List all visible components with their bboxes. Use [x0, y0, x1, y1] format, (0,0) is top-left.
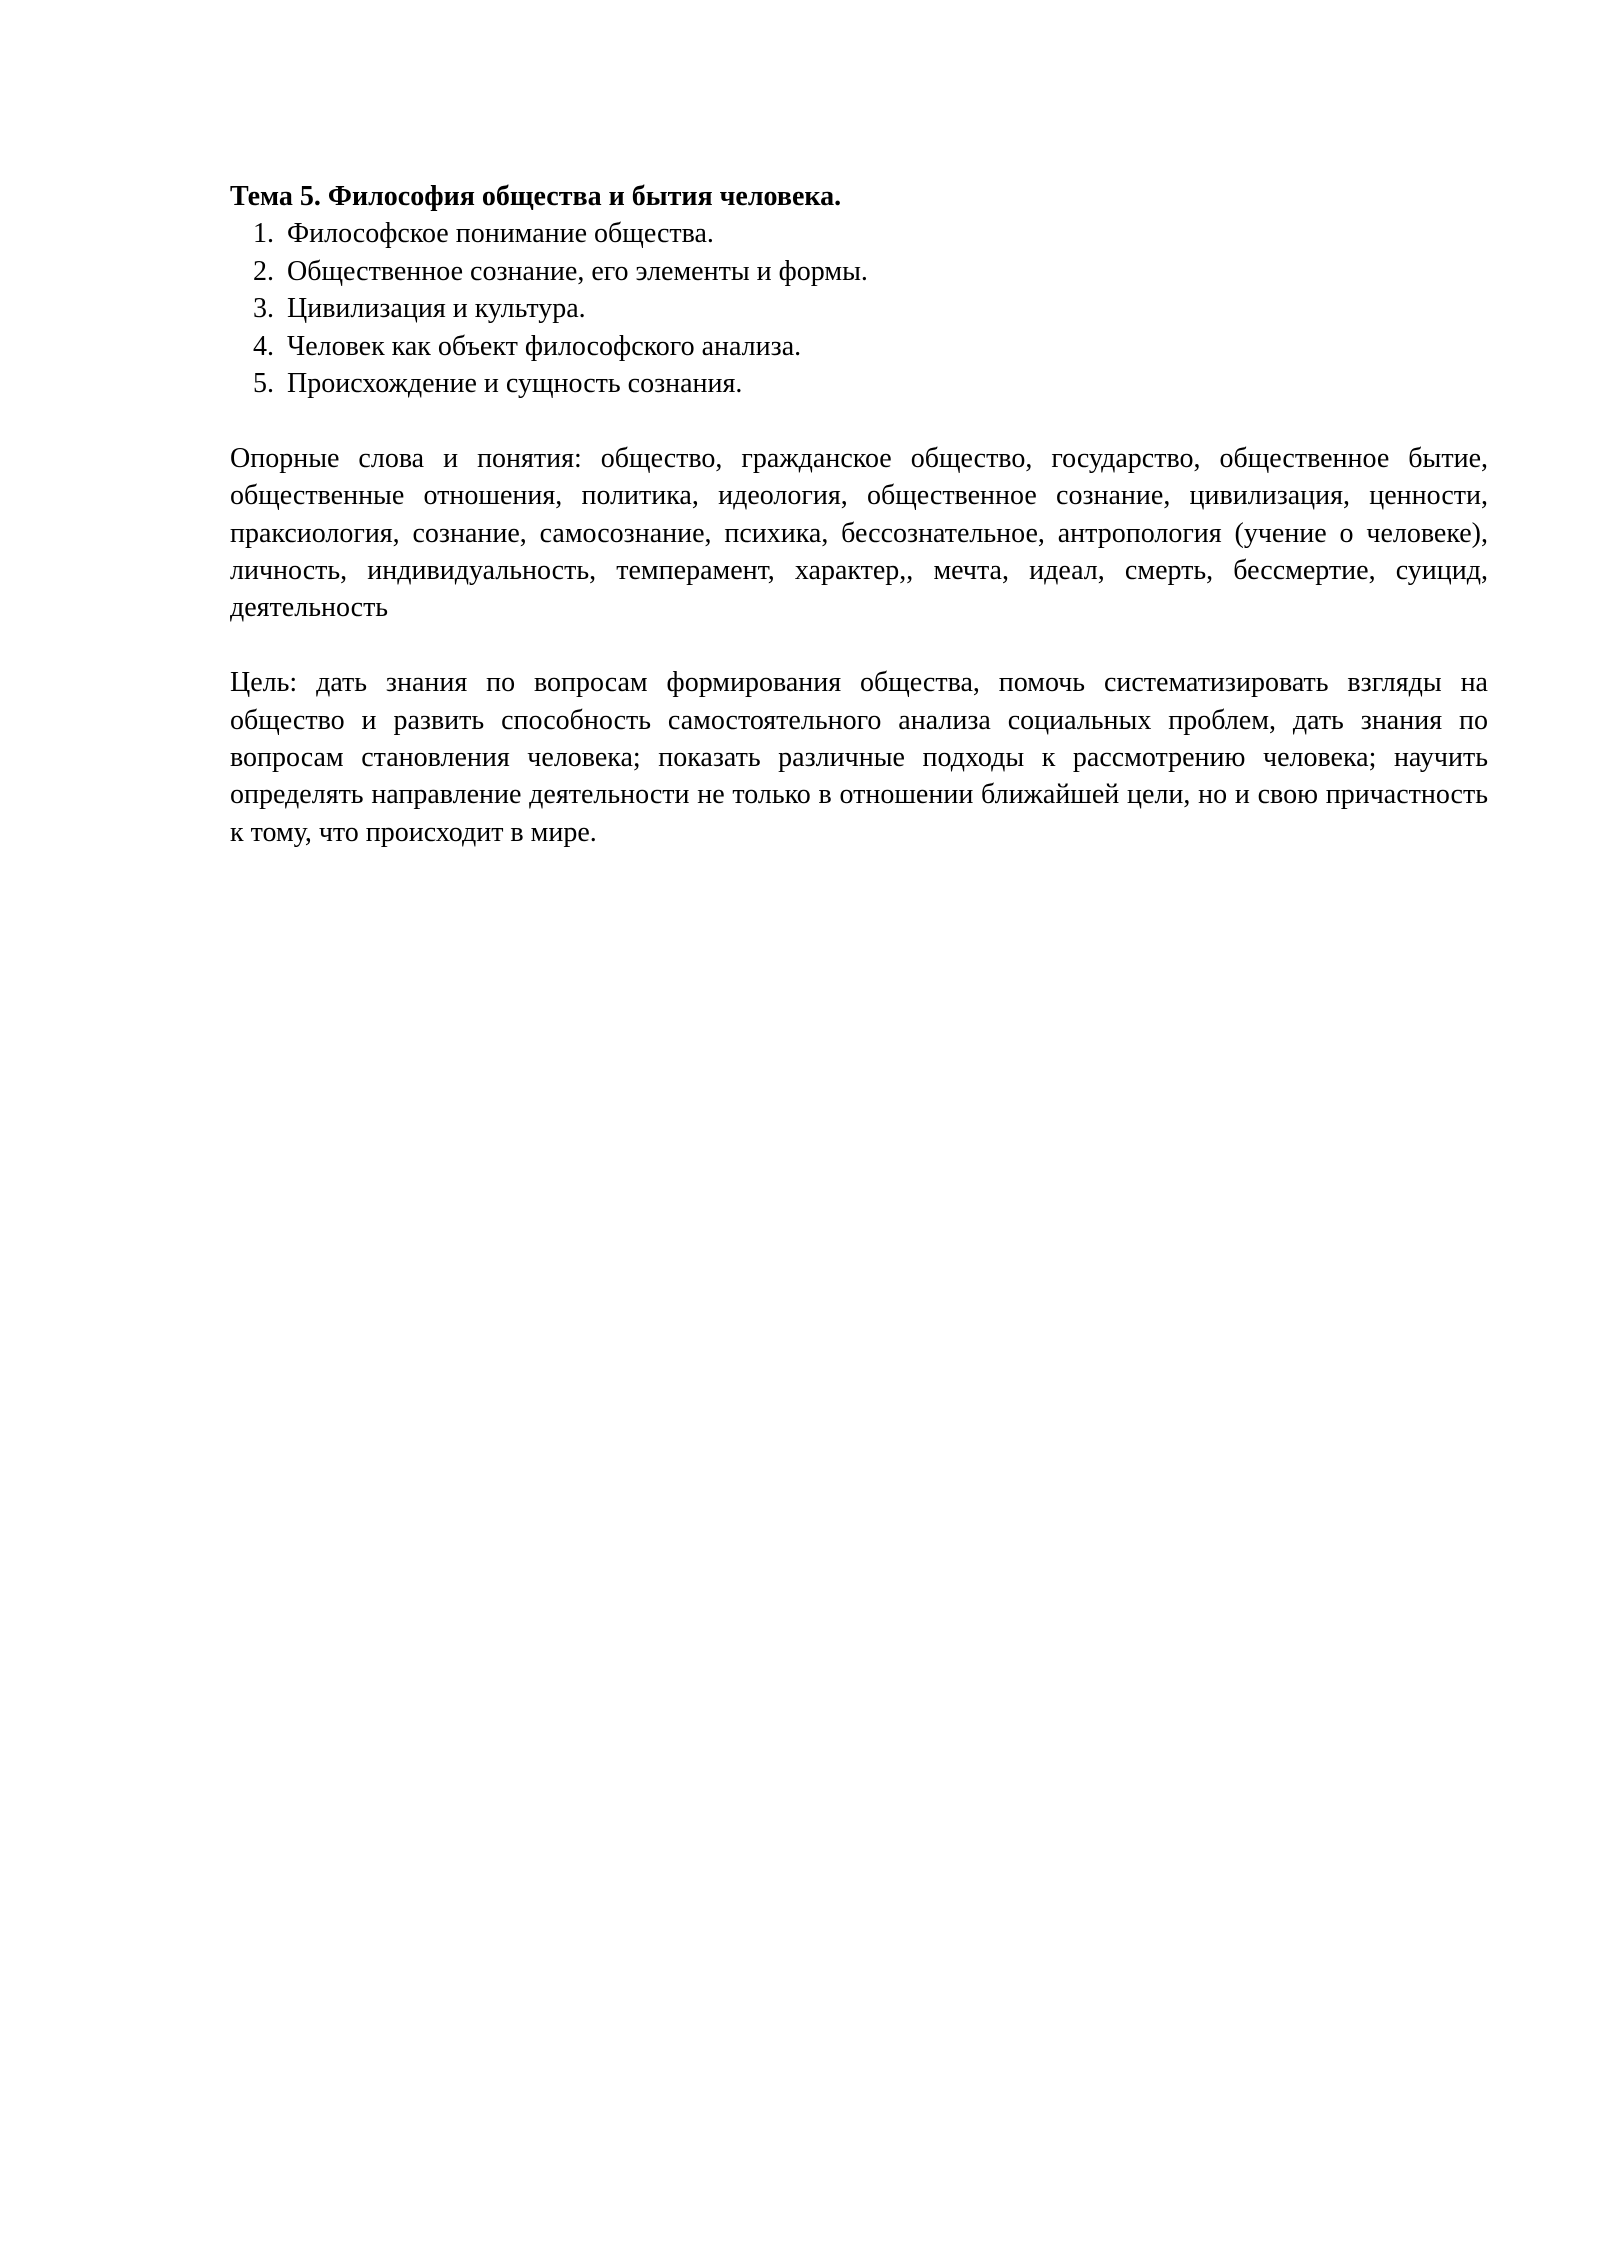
document-body: [230, 178, 1488, 851]
list-item-text: Философское понимание общества.: [287, 218, 714, 250]
list-item: [230, 215, 1488, 252]
list-item-number: 4.: [253, 330, 274, 362]
goal-paragraph: Цель: дать знания по вопросам формирования общества, помочь систематизировать взгляды на общество и развить способность самостоятельного анализа социальных проблем, дать знания по вопросам становления человека; показать различные подходы к рассмотрению человека; научить определять направление деятельности не только в отношении ближайшей цели, но и свою причастность к тому, что происходит в мире.: [230, 667, 1488, 848]
list-item-number: 2.: [253, 255, 274, 287]
keywords-paragraph: Опорные слова и понятия: общество, гражданское общество, государство, общественное бытие, общественные отношения, политика, идеология, общественное сознание, цивилизация, ценности, праксиология, сознание, самосознание, психика, бессознательное, антропология (учение о человеке), личность, индивидуальность, темперамент, характер,, мечта, идеал, смерть, бессмертие, суицид, деятельность: [230, 442, 1488, 624]
topic-list: [230, 215, 1488, 402]
list-item-number: 3.: [253, 293, 274, 325]
list-item: [230, 290, 1488, 327]
list-item: [230, 253, 1488, 290]
list-item-text: Общественное сознание, его элементы и формы.: [287, 255, 868, 287]
list-item-text: Человек как объект философского анализа.: [287, 330, 802, 362]
list-item-text: Происхождение и сущность сознания.: [287, 368, 743, 400]
list-item: [230, 328, 1488, 365]
list-item-number: 1.: [253, 218, 274, 250]
list-item-number: 5.: [253, 368, 274, 400]
list-item-text: Цивилизация и культура.: [287, 293, 586, 325]
topic-title: Тема 5. Философия общества и бытия человека.: [230, 181, 842, 212]
list-item: [230, 365, 1488, 402]
